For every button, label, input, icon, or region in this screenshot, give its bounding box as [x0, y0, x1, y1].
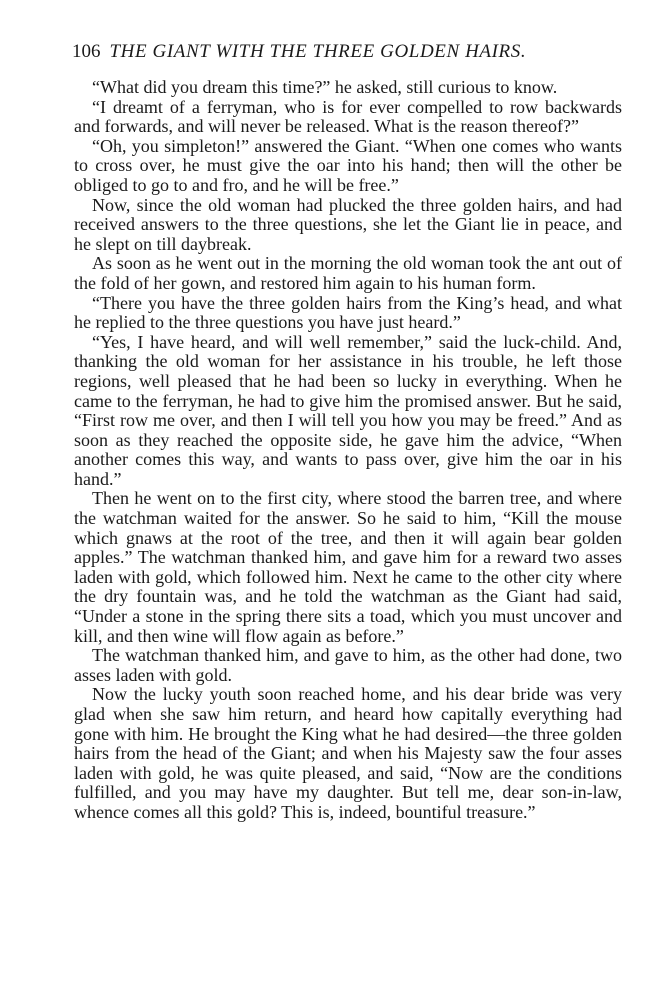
paragraph: Now the lucky youth soon reached home, and his dear bride was very glad when she saw him return, and heard how capitally everything had gone with him. He brought the King what he had desired—the three golden hairs from the head of the Giant; and when his Majesty saw the four asses laden with gold, he was quite pleased, and said, “Now are the conditions fulfilled, and you may have my daughter. But tell me, dear son-in-law, whence comes all this gold? This is, indeed, bountiful treasure.”: [74, 684, 622, 822]
page-number: 106: [72, 41, 101, 62]
paragraph: “What did you dream this time?” he asked, still curious to know.: [92, 77, 558, 97]
paragraph: As soon as he went out in the morning the old woman took the ant out of the fold of her gown, and restored him again to his human form.: [74, 253, 622, 293]
paragraph: “Yes, I have heard, and will well remember,” said the luck-child. And, thanking the old woman for her assistance in his trouble, he left those regions, well pleased that he had been so lucky in everything. When he came to the ferryman, he had to give him the promised answer. But he said, “First row me over, and then I will tell you how you may be freed.” And as soon as they reached the opposite side, he gave him the advice, “When another comes this way, and wants to pass over, give him the oar in his hand.”: [74, 331, 622, 489]
paragraph: “Oh, you simpleton!” answered the Giant. “When one comes who wants to cross over, he must give the oar into his hand; then will the other be obliged to go to and fro, and he will be free.”: [74, 135, 622, 195]
paragraph: Now, since the old woman had plucked the three golden hairs, and had received answers to the three questions, she let the Giant lie in peace, and he slept on till daybreak.: [74, 194, 622, 254]
paragraph: The watchman thanked him, and gave to him, as the other had done, two asses laden with gold.: [74, 645, 622, 685]
body-text: [74, 78, 622, 823]
paragraph: “I dreamt of a ferryman, who is for ever compelled to row backwards and forwards, and will never be released. What is the reason thereof?”: [74, 96, 622, 137]
paragraph: Then he went on to the first city, where stood the barren tree, and where the watchman waited for the answer. So he said to him, “Kill the mouse which gnaws at the root of the tree, and then it will again bear golden apples.” The watchman thanked him, and gave him for a reward two asses laden with gold, which followed him. Next he came to the other city where the dry fountain was, and he told the watchman as the Giant had said, “Under a stone in the spring there sits a toad, which you must uncover and kill, and then wine will flow again as before.”: [74, 488, 622, 646]
paragraph: “There you have the three golden hairs from the King’s head, and what he replied to the three questions you have just heard.”: [74, 292, 622, 333]
page-header: [72, 41, 632, 63]
running-title: THE GIANT WITH THE THREE GOLDEN HAIRS.: [109, 41, 527, 62]
